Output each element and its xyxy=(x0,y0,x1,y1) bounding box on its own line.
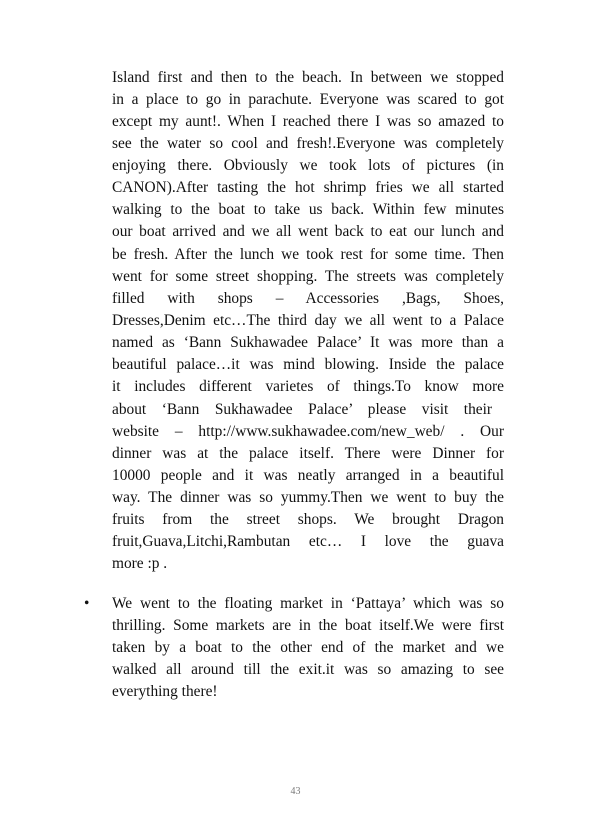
paragraph-1-line: walking to the boat to take us back. Within few minutes xyxy=(112,201,504,218)
paragraph-1-line: went for some street shopping. The streets was completely xyxy=(112,268,504,285)
paragraph-1-line: fruit,Guava,Litchi,Rambutan etc… I love the guava xyxy=(112,533,504,550)
paragraph-1-line: our boat arrived and we all went back to eat our lunch and xyxy=(112,223,504,240)
paragraph-1-line: way. The dinner was so yummy.Then we went to buy the xyxy=(112,489,504,506)
paragraph-2-line: everything there! xyxy=(112,683,218,700)
paragraph-1-line: be fresh. After the lunch we took rest for some time. Then xyxy=(112,246,504,263)
paragraph-1-line: except my aunt!. When I reached there I was so amazed to xyxy=(112,113,504,130)
paragraph-2-line: We went to the floating market in ‘Pattaya’ which was so xyxy=(112,595,504,612)
paragraph-2-line: walked all around till the exit.it was so amazing to see xyxy=(112,661,504,678)
paragraph-1-line: about ‘Bann Sukhawadee Palace’ please visit their xyxy=(112,401,492,418)
paragraph-1-line: more :p . xyxy=(112,555,168,572)
paragraph-1-line: named as ‘Bann Sukhawadee Palace’ It was more than a xyxy=(112,334,504,351)
paragraph-1-line: beautiful palace…it was mind blowing. Inside the palace xyxy=(112,356,504,373)
paragraph-2-line: thrilling. Some markets are in the boat itself.We were first xyxy=(112,617,504,634)
paragraph-1-line: website – http://www.sukhawadee.com/new_web/ . Our xyxy=(112,423,504,440)
paragraph-1-line: enjoying there. Obviously we took lots of pictures (in xyxy=(112,157,504,174)
paragraph-1-line: it includes different varietes of things.To know more xyxy=(112,378,504,395)
paragraph-1-line: CANON).After tasting the hot shrimp fries we all started xyxy=(112,179,504,196)
page-number: 43 xyxy=(290,786,301,797)
paragraph-1-line: dinner was at the palace itself. There were Dinner for xyxy=(112,445,504,462)
paragraph-1-line: 10000 people and it was neatly arranged in a beautiful xyxy=(112,467,504,484)
paragraph-1-line: filled with shops – Accessories ,Bags, Shoes, xyxy=(112,290,504,307)
paragraph-1-line: see the water so cool and fresh!.Everyone was completely xyxy=(112,135,504,152)
paragraph-1-line: in a place to go in parachute. Everyone was scared to got xyxy=(112,91,504,108)
paragraph-1-line: Island first and then to the beach. In between we stopped xyxy=(112,69,504,86)
bullet-icon: • xyxy=(84,595,90,612)
paragraph-1-line: Dresses,Denim etc…The third day we all went to a Palace xyxy=(112,312,504,329)
paragraph-1-line: fruits from the street shops. We brought Dragon xyxy=(112,511,504,528)
paragraph-2-line: taken by a boat to the other end of the market and we xyxy=(112,639,504,656)
